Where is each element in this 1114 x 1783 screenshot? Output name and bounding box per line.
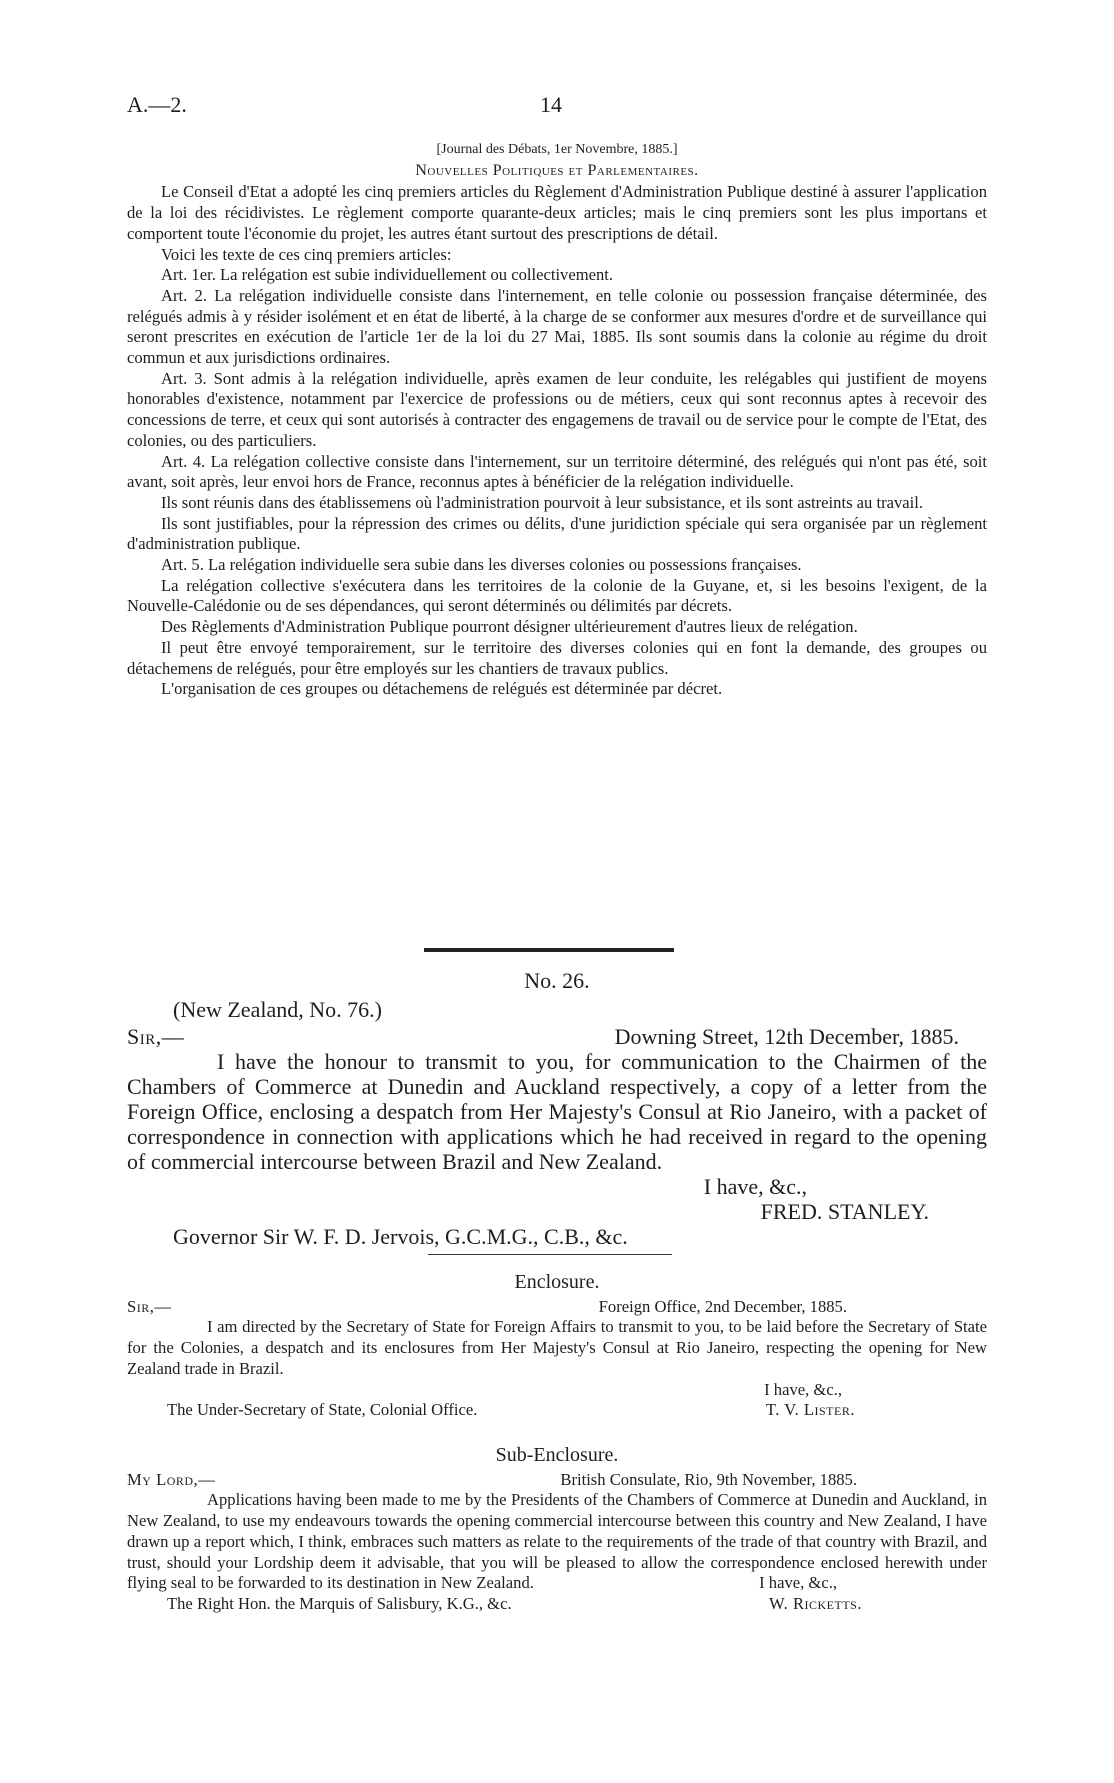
enclosure-closing: I have, &c.,: [764, 1379, 842, 1399]
letter-place-date: Downing Street, 12th December, 1885.: [614, 1024, 959, 1049]
subenclosure-salutation: My Lord,—: [127, 1469, 216, 1489]
document-reference: A.—2.: [127, 92, 187, 117]
french-paragraph: Art. 5. La relégation individuelle sera subie dans les diverses colonies ou possessions françaises.: [161, 555, 802, 575]
subenclosure-heading: Sub-Enclosure.: [495, 1444, 619, 1466]
french-paragraph: Il peut être envoyé temporairement, sur le territoire des diverses colonies qui en font la demande, des groupes ou détachemens de relégués, pour être employés sur les chantiers de travaux publics.: [127, 637, 987, 678]
letter-reference: (New Zealand, No. 76.): [173, 997, 382, 1022]
french-paragraph: Art. 4. La relégation collective consiste dans l'internement, sur un territoire déterminé, des relégués qui n'ont pas été, soit avant, soit après, leur envoi hors de France, reconnus aptes à bénéficier de la relégation individuelle.: [127, 451, 987, 492]
subenclosure-closing: I have, &c.,: [759, 1573, 837, 1593]
french-paragraph: Ils sont justifiables, pour la répression des crimes ou délits, d'une juridiction spéciale qui sera organisée par un règlement d'administration publique.: [127, 513, 987, 554]
french-title: Nouvelles Politiques et Parlementaires.: [415, 161, 699, 179]
section-divider: [428, 1254, 672, 1255]
letter-salutation: Sir,—: [127, 1024, 185, 1049]
letter-no-26: [127, 968, 987, 1249]
section-divider: [424, 948, 674, 952]
french-source: [Journal des Débats, 1er Novembre, 1885.]: [436, 142, 678, 157]
french-paragraph: Voici les texte de ces cinq premiers articles:: [161, 244, 452, 264]
letter-closing: I have, &c.,: [703, 1174, 807, 1199]
french-article: [127, 140, 987, 700]
subenclosure-addressee: The Right Hon. the Marquis of Salisbury, K.G., &c.: [167, 1593, 512, 1613]
french-paragraph: Le Conseil d'Etat a adopté les cinq premiers articles du Règlement d'Administration Publique destiné à assurer l'application de la loi des récidivistes. Le règlement comporte quarante-deux articles; mais le cinq premiers sont les plus importans et comportent toute l'économie du projet, les autres étant surtout des prescriptions de détail.: [127, 182, 987, 243]
french-paragraph: Ils sont réunis dans des établissemens où l'administration pourvoit à leur subsistance, et ils sont astreints au travail.: [161, 492, 924, 512]
french-paragraph: Art. 1er. La relégation est subie individuellement ou collectivement.: [161, 265, 614, 285]
subenclosure-body: Applications having been made to me by the Presidents of the Chambers of Commerce at Dunedin and Auckland, in New Zealand, to use my endeavours towards the opening commercial intercourse between this country and New Zealand, I have drawn up a report which, I think, embraces such matters as relate to the requirements of the trade of that country with Brazil, and trust, should your Lordship deem it advisable, that you will be pleased to allow the correspondence enclosed herewith under flying seal to be forwarded to its destination in New Zealand.: [127, 1490, 987, 1593]
french-paragraph: La relégation collective s'exécutera dans les territoires de la colonie de la Guyane, et, si les besoins l'exigent, de la Nouvelle-Calédonie ou de ses dépendances, qui seront déterminés ou délimités par décrets.: [127, 575, 987, 616]
letter-number-heading: No. 26.: [524, 968, 590, 993]
french-paragraph: Art. 2. La relégation individuelle consiste dans l'internement, en telle colonie ou possession française déterminée, des relégués admis à y résider isolément et en état de liberté, à la charge de se conformer aux mesures d'ordre et de surveillance qui seront prescrites en exécution de l'article 1er de la loi du 27 Mai, 1885. Ils sont soumis dans la colonie au régime du droit commun et aux jurisdictions ordinaires.: [127, 285, 987, 368]
enclosure-salutation: Sir,—: [127, 1296, 172, 1316]
subenclosure-signature: W. Ricketts.: [769, 1593, 862, 1613]
letter-signature: FRED. STANLEY.: [760, 1199, 929, 1224]
enclosure-letter: [127, 1272, 987, 1421]
letter-addressee: Governor Sir W. F. D. Jervois, G.C.M.G., C.B., &c.: [173, 1224, 628, 1249]
enclosure-body: I am directed by the Secretary of State for Foreign Affairs to transmit to you, to be laid before the Secretary of State for the Colonies, a despatch and its enclosures from Her Majesty's Consul at Rio Janeiro, respecting the opening for New Zealand trade in Brazil.: [127, 1317, 987, 1378]
enclosure-heading: Enclosure.: [514, 1271, 600, 1293]
enclosure-place-date: Foreign Office, 2nd December, 1885.: [598, 1296, 847, 1316]
subenclosure-place-date: British Consulate, Rio, 9th November, 1885.: [560, 1469, 857, 1489]
french-paragraph: L'organisation de ces groupes ou détachemens de relégués est déterminée par décret.: [161, 679, 723, 699]
page-number: 14: [540, 92, 562, 117]
french-paragraph: Des Règlements d'Administration Publique pourront désigner ultérieurement d'autres lieux de relégation.: [161, 617, 858, 637]
enclosure-signature: T. V. Lister.: [765, 1400, 855, 1420]
enclosure-addressee: The Under-Secretary of State, Colonial Office.: [167, 1400, 478, 1420]
subenclosure-letter: [127, 1445, 987, 1615]
letter-body: I have the honour to transmit to you, for communication to the Chairmen of the Chambers of Commerce at Dunedin and Auckland respectively, a copy of a letter from the Foreign Office, enclosing a despatch from Her Majesty's Consul at Rio Janeiro, with a packet of correspondence in connection with applications which he had received in regard to the opening of commercial intercourse between Brazil and New Zealand.: [127, 1049, 987, 1174]
french-paragraph: Art. 3. Sont admis à la relégation individuelle, après examen de leur conduite, les relégables qui justifient de moyens honorables d'existence, notamment par l'exercice de professions ou de métiers, ceux qui sont reconnus aptes à recevoir des concessions de terre, et ceux qui sont autorisés à contracter des engagemens de travail ou de service pour le compte de l'Etat, des colonies, ou des particuliers.: [127, 368, 987, 450]
